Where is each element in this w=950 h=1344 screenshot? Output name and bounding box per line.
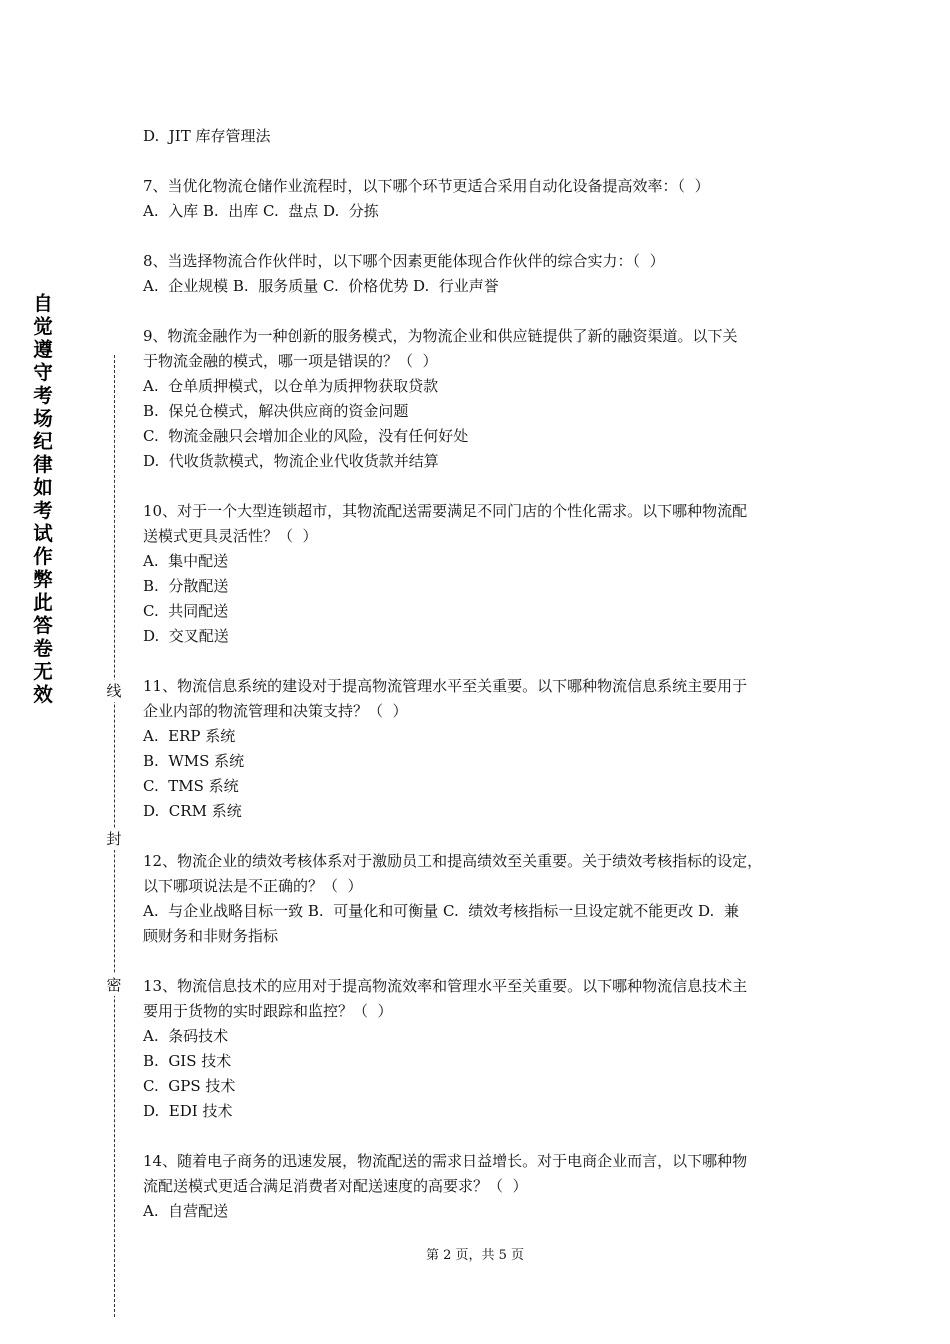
question-text: 9、物流金融作为一种创新的服务模式，为物流企业和供应链提供了新的融资渠道。以下关 (143, 327, 738, 345)
question-block (143, 174, 813, 224)
option-line: B. GIS 技术 (143, 1052, 232, 1070)
question-block (143, 249, 813, 299)
question-text: 于物流金融的模式，哪一项是错误的？（ ） (143, 352, 438, 370)
question-block (143, 499, 813, 649)
question-text: 11、物流信息系统的建设对于提高物流管理水平至关重要。以下哪种物流信息系统主要用于 (143, 677, 748, 695)
question-text: 7、当优化物流仓储作业流程时，以下哪个环节更适合采用自动化设备提高效率：（ ） (143, 177, 710, 195)
exam-content (143, 124, 813, 1249)
option-line: C. TMS 系统 (143, 777, 239, 795)
binding-label-line: 线 (104, 680, 124, 702)
option-line: B. WMS 系统 (143, 752, 245, 770)
option-line: A. 集中配送 (143, 552, 229, 570)
option-line: A. 自营配送 (143, 1202, 229, 1220)
question-text: 要用于货物的实时跟踪和监控？（ ） (143, 1002, 393, 1020)
option-line: A. 入库 B. 出库 C. 盘点 D. 分拣 (143, 202, 379, 220)
option-line: D. EDI 技术 (143, 1102, 233, 1120)
exam-discipline-notice: 自觉遵守考场纪律如考试作弊此答卷无效 (33, 292, 53, 706)
option-line: C. GPS 技术 (143, 1077, 236, 1095)
option-line: B. 保兑仓模式，解决供应商的资金问题 (143, 402, 409, 420)
question-text: 以下哪项说法是不正确的？（ ） (143, 877, 363, 895)
previous-question-tail (143, 124, 813, 149)
binding-label-secret: 密 (104, 974, 124, 996)
option-line: D. CRM 系统 (143, 802, 242, 820)
question-text: 13、物流信息技术的应用对于提高物流效率和管理水平至关重要。以下哪种物流信息技术主 (143, 977, 748, 995)
option-line: C. 共同配送 (143, 602, 229, 620)
question-text: 送模式更具灵活性？（ ） (143, 527, 318, 545)
binding-label-seal: 封 (104, 828, 124, 850)
option-line: A. 条码技术 (143, 1027, 229, 1045)
question-text: 企业内部的物流管理和决策支持？（ ） (143, 702, 408, 720)
option-line: A. 仓单质押模式，以仓单为质押物获取贷款 (143, 377, 439, 395)
question-text: 14、随着电子商务的迅速发展，物流配送的需求日益增长。对于电商企业而言，以下哪种物 (143, 1152, 748, 1170)
option-line: 顾财务和非财务指标 (143, 927, 279, 945)
question-text: 12、物流企业的绩效考核体系对于激励员工和提高绩效至关重要。关于绩效考核指标的设定， (143, 852, 763, 870)
question-block (143, 674, 813, 824)
question-block (143, 324, 813, 474)
page-number: 第 2 页，共 5 页 (425, 1248, 525, 1263)
question-block (143, 849, 813, 949)
question-list (143, 174, 813, 1224)
option-line: A. 与企业战略目标一致 B. 可量化和可衡量 C. 绩效考核指标一旦设定就不能更改 D. 兼 (143, 902, 739, 920)
option-line: A. ERP 系统 (143, 727, 236, 745)
option-line: A. 企业规模 B. 服务质量 C. 价格优势 D. 行业声誉 (143, 277, 499, 295)
option-line: C. 物流金融只会增加企业的风险，没有任何好处 (143, 427, 469, 445)
option-line: D. 代收货款模式，物流企业代收货款并结算 (143, 452, 439, 470)
option-line: D. 交叉配送 (143, 627, 229, 645)
option-line: D. JIT 库存管理法 (143, 127, 271, 145)
option-line: B. 分散配送 (143, 577, 229, 595)
question-block (143, 1149, 813, 1224)
question-text: 10、对于一个大型连锁超市，其物流配送需要满足不同门店的个性化需求。以下哪种物流配 (143, 502, 748, 520)
question-block (143, 974, 813, 1124)
question-text: 8、当选择物流合作伙伴时，以下哪个因素更能体现合作伙伴的综合实力：（ ） (143, 252, 665, 270)
question-text: 流配送模式更适合满足消费者对配送速度的高要求？（ ） (143, 1177, 528, 1195)
